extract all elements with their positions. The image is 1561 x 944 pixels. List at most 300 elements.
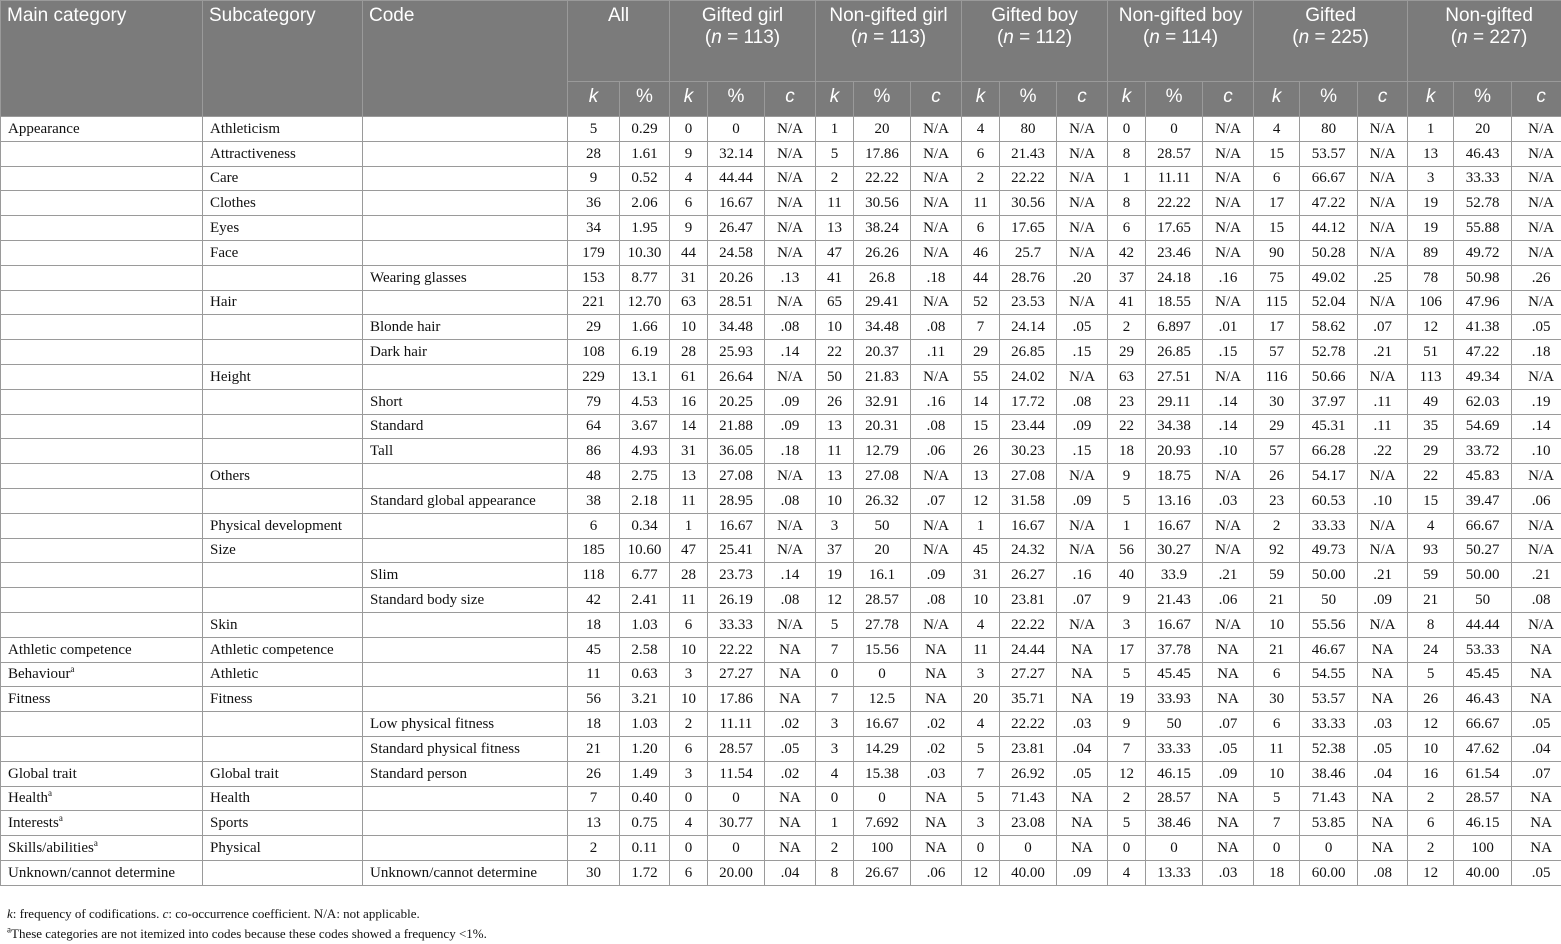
cell-c: N/A (1203, 290, 1254, 315)
cell-k: 23 (1254, 488, 1300, 513)
cell-pct: 62.03 (1454, 389, 1512, 414)
cell-subcategory (203, 389, 363, 414)
cell-main-category (1, 860, 203, 885)
cell-pct: 20.26 (708, 265, 765, 290)
cell-pct: 26.8 (854, 265, 911, 290)
cell-main-category (1, 761, 203, 786)
main-category-label: Appearance (8, 121, 80, 137)
table-row (1, 563, 1561, 588)
cell-all-k: 153 (568, 265, 620, 290)
cell-main-category (1, 439, 203, 464)
cell-pct: 50.98 (1454, 265, 1512, 290)
cell-pct: 0 (708, 117, 765, 142)
main-category-label: Global trait (8, 766, 77, 782)
cell-c: NA (765, 836, 816, 861)
header-subcategory: Subcategory (203, 1, 363, 117)
cell-k: 29 (1254, 414, 1300, 439)
cell-pct: 46.67 (1300, 637, 1358, 662)
cell-k: 1 (1108, 166, 1146, 191)
cell-c: NA (1203, 687, 1254, 712)
cell-k: 17 (1254, 191, 1300, 216)
subheader-c: c (911, 82, 962, 117)
cell-pct: 26.85 (1000, 340, 1057, 365)
cell-pct: 23.46 (1146, 240, 1203, 265)
cell-code: Standard physical fitness (363, 736, 568, 761)
cell-pct: 29.41 (854, 290, 911, 315)
cell-pct: 25.7 (1000, 240, 1057, 265)
cell-k: 93 (1408, 538, 1454, 563)
cell-c: NA (1512, 687, 1561, 712)
cell-all-pct: 0.75 (620, 811, 670, 836)
cell-k: 11 (816, 191, 854, 216)
cell-k: 106 (1408, 290, 1454, 315)
cell-c: .08 (911, 315, 962, 340)
cell-pct: 23.44 (1000, 414, 1057, 439)
cell-pct: 49.72 (1454, 240, 1512, 265)
cell-pct: 11.54 (708, 761, 765, 786)
cell-pct: 25.93 (708, 340, 765, 365)
cell-k: 1 (1408, 117, 1454, 142)
subheader-pct: % (1000, 82, 1057, 117)
cell-k: 30 (1254, 687, 1300, 712)
cell-k: 12 (1408, 315, 1454, 340)
cell-all-k: 108 (568, 340, 620, 365)
main-category-label: Interests (8, 815, 59, 831)
cell-k: 13 (816, 464, 854, 489)
cell-c: N/A (911, 191, 962, 216)
cell-all-k: 229 (568, 364, 620, 389)
cell-k: 0 (670, 786, 708, 811)
cell-pct: 30.56 (854, 191, 911, 216)
cell-k: 15 (1254, 141, 1300, 166)
cell-code (363, 141, 568, 166)
cell-main-category (1, 414, 203, 439)
cell-main-category (1, 488, 203, 513)
cell-c: N/A (765, 364, 816, 389)
cell-c: N/A (1512, 290, 1561, 315)
cell-k: 1 (816, 811, 854, 836)
cell-k: 10 (816, 315, 854, 340)
cell-pct: 49.73 (1300, 538, 1358, 563)
cell-c: NA (1358, 836, 1408, 861)
cell-k: 26 (816, 389, 854, 414)
cell-c: N/A (1512, 141, 1561, 166)
subheader-pct: % (1146, 82, 1203, 117)
cell-pct: 39.47 (1454, 488, 1512, 513)
table-header (1, 1, 1561, 117)
cell-k: 57 (1254, 439, 1300, 464)
cell-c: N/A (1203, 364, 1254, 389)
table-row (1, 216, 1561, 241)
cell-c: NA (1512, 786, 1561, 811)
cell-pct: 34.48 (854, 315, 911, 340)
table-row (1, 612, 1561, 637)
cell-main-category (1, 811, 203, 836)
cell-pct: 66.67 (1454, 513, 1512, 538)
cell-pct: 27.08 (1000, 464, 1057, 489)
cell-k: 42 (1108, 240, 1146, 265)
cell-pct: 100 (854, 836, 911, 861)
cell-k: 115 (1254, 290, 1300, 315)
cell-pct: 20.31 (854, 414, 911, 439)
cell-all-pct: 0.11 (620, 836, 670, 861)
table-row (1, 439, 1561, 464)
cell-main-category (1, 662, 203, 687)
cell-subcategory: Face (203, 240, 363, 265)
cell-k: 7 (962, 315, 1000, 340)
cell-c: NA (1512, 662, 1561, 687)
cell-pct: 50.00 (1300, 563, 1358, 588)
cell-c: N/A (765, 141, 816, 166)
cell-c: N/A (1057, 364, 1108, 389)
cell-k: 21 (1408, 588, 1454, 613)
cell-pct: 29.11 (1146, 389, 1203, 414)
cell-k: 17 (1108, 637, 1146, 662)
cell-c: N/A (1358, 290, 1408, 315)
cell-all-k: 48 (568, 464, 620, 489)
cell-main-category (1, 240, 203, 265)
cell-k: 59 (1254, 563, 1300, 588)
cell-pct: 36.05 (708, 439, 765, 464)
cell-k: 5 (1254, 786, 1300, 811)
cell-all-pct: 12.70 (620, 290, 670, 315)
cell-c: N/A (765, 191, 816, 216)
cell-all-pct: 1.20 (620, 736, 670, 761)
cell-c: .08 (765, 315, 816, 340)
cell-c: .10 (1512, 439, 1561, 464)
cell-all-k: 30 (568, 860, 620, 885)
cell-code: Standard body size (363, 588, 568, 613)
cell-k: 41 (1108, 290, 1146, 315)
cell-pct: 34.38 (1146, 414, 1203, 439)
cell-k: 7 (1108, 736, 1146, 761)
cell-pct: 47.62 (1454, 736, 1512, 761)
table-row (1, 191, 1561, 216)
cell-c: .13 (765, 265, 816, 290)
cell-pct: 27.51 (1146, 364, 1203, 389)
cell-code (363, 687, 568, 712)
cell-k: 2 (1254, 513, 1300, 538)
cell-k: 12 (962, 488, 1000, 513)
cell-k: 11 (816, 439, 854, 464)
cell-all-k: 26 (568, 761, 620, 786)
cell-pct: 26.47 (708, 216, 765, 241)
cell-pct: 15.38 (854, 761, 911, 786)
cell-subcategory: Athletic competence (203, 637, 363, 662)
cell-pct: 27.78 (854, 612, 911, 637)
cell-c: N/A (1358, 141, 1408, 166)
cell-pct: 26.67 (854, 860, 911, 885)
cell-k: 63 (670, 290, 708, 315)
cell-k: 3 (816, 712, 854, 737)
cell-pct: 34.48 (708, 315, 765, 340)
cell-pct: 16.67 (708, 513, 765, 538)
cell-k: 5 (1108, 662, 1146, 687)
cell-k: 4 (670, 166, 708, 191)
cell-main-category (1, 637, 203, 662)
cell-all-pct: 10.60 (620, 538, 670, 563)
cell-k: 12 (1408, 712, 1454, 737)
table-row (1, 464, 1561, 489)
cell-pct: 22.22 (1000, 612, 1057, 637)
cell-all-k: 2 (568, 836, 620, 861)
table-row (1, 488, 1561, 513)
cell-all-k: 11 (568, 662, 620, 687)
cell-all-k: 64 (568, 414, 620, 439)
cell-main-category (1, 389, 203, 414)
cell-pct: 44.44 (1454, 612, 1512, 637)
cell-k: 6 (670, 612, 708, 637)
cell-k: 8 (1408, 612, 1454, 637)
cell-subcategory: Attractiveness (203, 141, 363, 166)
cell-c: NA (765, 687, 816, 712)
cell-code (363, 513, 568, 538)
cell-c: N/A (1512, 166, 1561, 191)
cell-k: 5 (962, 786, 1000, 811)
cell-k: 3 (670, 662, 708, 687)
table-row (1, 538, 1561, 563)
cell-k: 9 (670, 141, 708, 166)
table-row (1, 315, 1561, 340)
cell-pct: 15.56 (854, 637, 911, 662)
cell-c: NA (1057, 811, 1108, 836)
cell-pct: 38.46 (1300, 761, 1358, 786)
cell-c: N/A (1057, 191, 1108, 216)
cell-pct: 44.12 (1300, 216, 1358, 241)
cell-k: 13 (816, 414, 854, 439)
table-row (1, 687, 1561, 712)
cell-all-pct: 1.61 (620, 141, 670, 166)
subheader-k: k (962, 82, 1000, 117)
table-row (1, 588, 1561, 613)
cell-all-k: 34 (568, 216, 620, 241)
cell-subcategory: Size (203, 538, 363, 563)
cell-main-category (1, 687, 203, 712)
cell-subcategory (203, 439, 363, 464)
cell-k: 40 (1108, 563, 1146, 588)
cell-code (363, 662, 568, 687)
cell-k: 10 (670, 315, 708, 340)
cell-subcategory: Health (203, 786, 363, 811)
cell-k: 29 (1108, 340, 1146, 365)
cell-pct: 16.67 (1146, 513, 1203, 538)
cell-c: .03 (1203, 860, 1254, 885)
table-row (1, 389, 1561, 414)
cell-pct: 60.00 (1300, 860, 1358, 885)
cell-k: 55 (962, 364, 1000, 389)
cell-k: 16 (1408, 761, 1454, 786)
cell-code: Slim (363, 563, 568, 588)
cell-c: .04 (1358, 761, 1408, 786)
cell-main-category (1, 538, 203, 563)
cell-all-pct: 13.1 (620, 364, 670, 389)
cell-pct: 37.78 (1146, 637, 1203, 662)
cell-k: 2 (1108, 786, 1146, 811)
cell-c: NA (1057, 786, 1108, 811)
cell-subcategory (203, 712, 363, 737)
cell-all-pct: 3.67 (620, 414, 670, 439)
cell-c: NA (765, 637, 816, 662)
table-row (1, 836, 1561, 861)
cell-all-k: 221 (568, 290, 620, 315)
cell-pct: 23.08 (1000, 811, 1057, 836)
cell-pct: 28.57 (1146, 786, 1203, 811)
cell-k: 49 (1408, 389, 1454, 414)
cell-pct: 17.86 (854, 141, 911, 166)
cell-k: 0 (1108, 836, 1146, 861)
cell-pct: 50.00 (1454, 563, 1512, 588)
cell-c: .01 (1203, 315, 1254, 340)
cell-c: .05 (765, 736, 816, 761)
cell-pct: 71.43 (1300, 786, 1358, 811)
cell-pct: 26.19 (708, 588, 765, 613)
cell-c: .19 (1512, 389, 1561, 414)
cell-all-pct: 0.52 (620, 166, 670, 191)
cell-c: N/A (1057, 612, 1108, 637)
cell-c: N/A (1512, 191, 1561, 216)
cell-subcategory: Athleticism (203, 117, 363, 142)
cell-k: 92 (1254, 538, 1300, 563)
cell-code (363, 364, 568, 389)
cell-k: 11 (670, 588, 708, 613)
cell-pct: 16.1 (854, 563, 911, 588)
cell-k: 16 (670, 389, 708, 414)
cell-subcategory: Physical (203, 836, 363, 861)
cell-main-category (1, 265, 203, 290)
cell-all-k: 18 (568, 712, 620, 737)
cell-k: 10 (962, 588, 1000, 613)
cell-pct: 26.27 (1000, 563, 1057, 588)
cell-c: N/A (1057, 166, 1108, 191)
cell-pct: 35.71 (1000, 687, 1057, 712)
cell-k: 0 (1108, 117, 1146, 142)
table-row (1, 364, 1561, 389)
cell-pct: 20.93 (1146, 439, 1203, 464)
cell-k: 3 (962, 662, 1000, 687)
cell-pct: 16.67 (854, 712, 911, 737)
cell-subcategory (203, 563, 363, 588)
cell-k: 3 (816, 513, 854, 538)
cell-pct: 45.45 (1454, 662, 1512, 687)
cell-k: 6 (670, 191, 708, 216)
cell-k: 41 (816, 265, 854, 290)
cell-pct: 54.17 (1300, 464, 1358, 489)
cell-c: N/A (1512, 513, 1561, 538)
subheader-c: c (765, 82, 816, 117)
cell-subcategory (203, 414, 363, 439)
main-category-label: Health (8, 790, 48, 806)
cell-c: N/A (911, 141, 962, 166)
subheader-c: c (1057, 82, 1108, 117)
cell-all-k: 28 (568, 141, 620, 166)
cell-c: N/A (1203, 538, 1254, 563)
cell-c: .05 (1512, 315, 1561, 340)
cell-pct: 40.00 (1454, 860, 1512, 885)
cell-c: .11 (911, 340, 962, 365)
cell-pct: 45.83 (1454, 464, 1512, 489)
cell-k: 63 (1108, 364, 1146, 389)
cell-pct: 50 (854, 513, 911, 538)
cell-k: 47 (670, 538, 708, 563)
cell-code (363, 811, 568, 836)
cell-c: NA (911, 687, 962, 712)
cell-code (363, 216, 568, 241)
cell-pct: 61.54 (1454, 761, 1512, 786)
cell-c: N/A (911, 166, 962, 191)
cell-c: N/A (765, 216, 816, 241)
cell-k: 8 (1108, 191, 1146, 216)
cell-pct: 53.57 (1300, 141, 1358, 166)
cell-c: N/A (1057, 538, 1108, 563)
header-group: Non-gifted girl (n = 113) (816, 1, 962, 82)
cell-pct: 66.28 (1300, 439, 1358, 464)
cell-all-k: 86 (568, 439, 620, 464)
cell-pct: 0 (854, 662, 911, 687)
cell-k: 0 (816, 786, 854, 811)
subheader-c: c (1512, 82, 1561, 117)
table-row (1, 786, 1561, 811)
cell-pct: 45.45 (1146, 662, 1203, 687)
table-row (1, 860, 1561, 885)
table-row (1, 166, 1561, 191)
cell-k: 6 (1408, 811, 1454, 836)
cell-code: Standard person (363, 761, 568, 786)
cell-c: NA (1358, 637, 1408, 662)
cell-c: N/A (1358, 117, 1408, 142)
cell-pct: 30.77 (708, 811, 765, 836)
cell-c: .09 (1358, 588, 1408, 613)
cell-c: N/A (765, 166, 816, 191)
cell-pct: 33.9 (1146, 563, 1203, 588)
cell-c: .03 (1057, 712, 1108, 737)
subheader-pct: % (1454, 82, 1512, 117)
table-row (1, 340, 1561, 365)
cell-code: Low physical fitness (363, 712, 568, 737)
cell-k: 6 (1254, 166, 1300, 191)
cell-c: N/A (911, 464, 962, 489)
cell-pct: 49.34 (1454, 364, 1512, 389)
cell-c: N/A (765, 464, 816, 489)
cell-c: N/A (1057, 513, 1108, 538)
cell-c: N/A (1512, 464, 1561, 489)
cell-pct: 52.78 (1454, 191, 1512, 216)
cell-pct: 46.43 (1454, 687, 1512, 712)
table-notes (7, 904, 487, 944)
cell-c: NA (1057, 662, 1108, 687)
cell-all-pct: 1.49 (620, 761, 670, 786)
cell-k: 37 (816, 538, 854, 563)
cell-all-pct: 2.75 (620, 464, 670, 489)
cell-c: .22 (1358, 439, 1408, 464)
cell-c: .06 (1512, 488, 1561, 513)
cell-pct: 27.08 (708, 464, 765, 489)
cell-c: N/A (1512, 364, 1561, 389)
cell-pct: 27.27 (1000, 662, 1057, 687)
table-row (1, 513, 1561, 538)
cell-c: .02 (765, 712, 816, 737)
cell-c: NA (1358, 786, 1408, 811)
cell-c: N/A (1203, 240, 1254, 265)
cell-c: .21 (1358, 340, 1408, 365)
cell-c: NA (911, 836, 962, 861)
cell-c: N/A (1203, 612, 1254, 637)
cell-c: .04 (1057, 736, 1108, 761)
cell-c: .08 (1358, 860, 1408, 885)
cell-k: 23 (1108, 389, 1146, 414)
subheader-c: c (1203, 82, 1254, 117)
cell-k: 2 (670, 712, 708, 737)
cell-c: .09 (1057, 488, 1108, 513)
